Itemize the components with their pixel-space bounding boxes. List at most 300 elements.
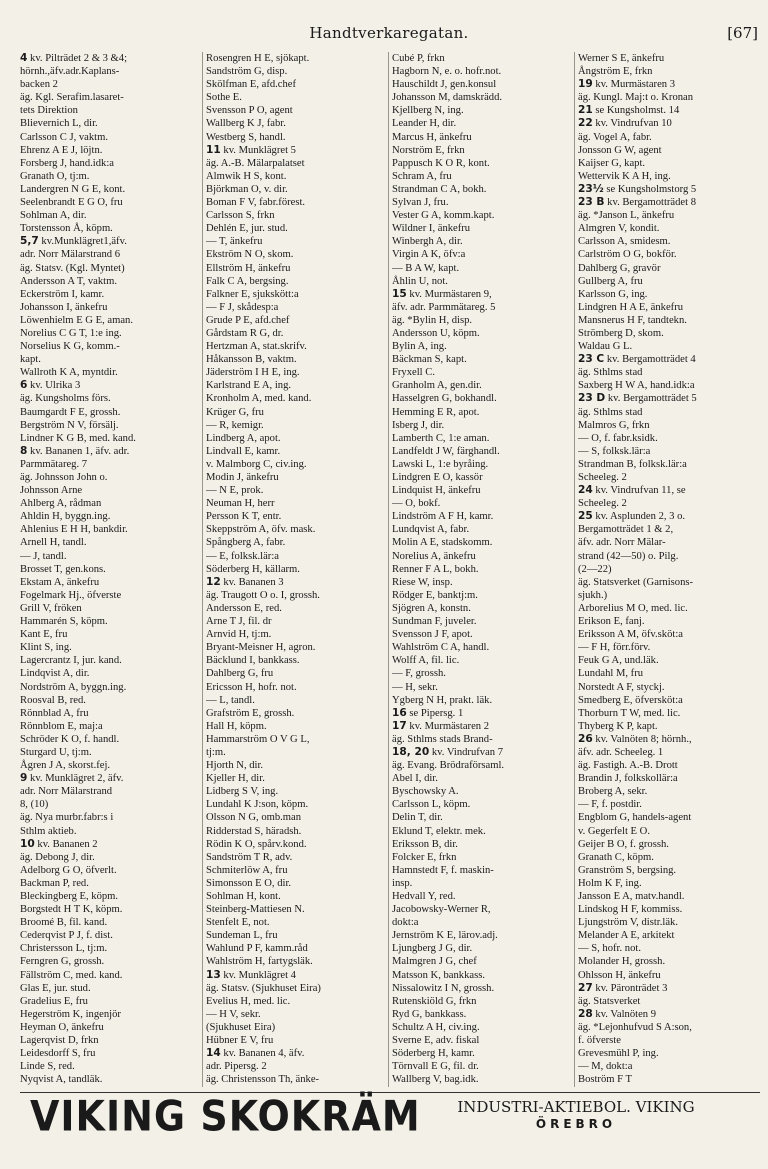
directory-entry: 19 kv. Murmästaren 3	[578, 78, 676, 91]
directory-entry: äfv. adr. Norr Mälar-	[578, 537, 666, 549]
directory-entry: Wallroth K A, myntdir.	[20, 367, 118, 379]
directory-entry: Eklund T, elektr. mek.	[392, 825, 486, 837]
directory-entry: Thorburn T W, med. lic.	[578, 707, 681, 719]
directory-entry: Brosset T, gen.kons.	[20, 563, 106, 575]
directory-entry: Ferngren G, grossh.	[20, 956, 105, 968]
directory-entry: Parmmätareg. 7	[20, 458, 88, 470]
directory-entry: dokt:a	[392, 917, 419, 929]
directory-entry: Arne T J, fil. dr	[206, 616, 272, 628]
directory-entry: Strandman C A, bokh.	[392, 183, 487, 195]
directory-entry: Hauschildt J, gen.konsul	[392, 79, 497, 91]
directory-entry: Lindgren H A E, änkefru	[578, 301, 684, 313]
directory-entry: Lindgren E O, kassör	[392, 472, 483, 483]
directory-entry: Bäcklund I, bankkass.	[206, 655, 300, 667]
directory-entry: Leander H, dir.	[392, 118, 457, 130]
directory-entry: Andersson U, köpm.	[392, 327, 480, 339]
directory-entry: Eckerström I, kamr.	[20, 288, 105, 300]
directory-entry: Sothe E.	[206, 92, 242, 104]
directory-entry: Gradelius E, fru	[20, 995, 88, 1007]
directory-entry: — H, sekr.	[392, 681, 438, 693]
directory-entry: — S, hofr. not.	[578, 943, 641, 955]
directory-entry: v. Gegerfelt E O.	[578, 825, 650, 837]
directory-entry: Erikson E, fanj.	[578, 616, 645, 628]
directory-entry: Andersson E, red.	[206, 602, 282, 614]
directory-entry: Rödin K O, spårv.kond.	[206, 838, 307, 850]
directory-entry: Sturgard U, tj:m.	[20, 746, 92, 758]
directory-column-2	[202, 52, 388, 1087]
directory-entry: Schultz A H, civ.ing.	[392, 1021, 480, 1033]
directory-entry: Heyman O, änkefru	[20, 1021, 104, 1033]
directory-entry: 26 kv. Valnöten 8; hörnh.,	[578, 732, 692, 745]
directory-entry: Geijer B O, f. grossh.	[578, 838, 669, 850]
directory-entry: äg. Sthlms stad	[578, 367, 643, 379]
directory-entry: strand (42—50) o. Pilg.	[578, 550, 679, 562]
directory-entry: Adelborg G O, öfverlt.	[20, 864, 117, 876]
directory-entry: 10 kv. Bananen 2	[20, 837, 98, 850]
directory-entry: Linde S, red.	[20, 1061, 75, 1073]
directory-entry: Neuman H, herr	[206, 498, 275, 510]
directory-entry: Scheeleg. 2	[578, 498, 627, 510]
directory-entry: Lidberg S V, ing.	[206, 786, 279, 798]
directory-entry: Hall H, köpm.	[206, 720, 267, 732]
directory-entry: Hübner E V, fru	[206, 1035, 274, 1047]
directory-entry: Holm K F, ing.	[578, 877, 642, 889]
directory-entry: 21 se Kungsholmst. 14	[578, 104, 680, 117]
directory-entry: Ohlsson H, änkefru	[578, 969, 661, 981]
directory-entry: — F, grossh.	[392, 668, 446, 680]
directory-entry: Rönnblad A, fru	[20, 707, 89, 719]
directory-entry: Granholm A, gen.dir.	[392, 380, 482, 392]
directory-entry: Bäckman S, kapt.	[392, 354, 467, 366]
directory-entry: insp.	[392, 877, 413, 889]
directory-entry: Ericsson H, hofr. not.	[206, 681, 297, 693]
directory-entry: 12 kv. Bananen 3	[206, 575, 284, 588]
directory-entry: Johansson I, änkefru	[20, 301, 108, 313]
directory-entry: 9 kv. Munklägret 2, äfv.	[20, 772, 124, 785]
directory-entry: Cederqvist P J, f. dist.	[20, 930, 113, 942]
directory-entry: Eriksson B, dir.	[392, 838, 458, 850]
directory-entry: Löwenhielm E G E, aman.	[20, 314, 133, 326]
directory-entry: 8 kv. Bananen 1, äfv. adr.	[20, 444, 130, 457]
directory-entry: Molin A E, stadskomm.	[392, 537, 493, 549]
directory-entry: Waldau G L.	[578, 341, 633, 353]
directory-entry: Virgin A K, öfv:a	[392, 249, 466, 261]
directory-entry: 6 kv. Ulrika 3	[20, 379, 81, 392]
directory-entry: Sohlman H, kont.	[206, 891, 281, 902]
directory-entry: Lindskog H F, kommiss.	[578, 904, 683, 916]
directory-entry: Granath O, tj:m.	[20, 170, 90, 182]
directory-entry: Hemming E R, apot.	[392, 406, 480, 418]
directory-entry: Lundahl K J:son, köpm.	[206, 799, 309, 811]
directory-entry: Carlsson C J, vaktm.	[20, 131, 108, 143]
directory-entry: Evelius H, med. lic.	[206, 995, 291, 1007]
directory-entry: äg. Kungl. Maj:t o. Kronan	[578, 92, 694, 104]
directory-entry: Norelius A, änkefru	[392, 550, 476, 562]
directory-entry: Wettervik K A H, ing.	[578, 170, 671, 182]
directory-entry: 5,7 kv.Munklägret1,äfv.	[20, 235, 127, 248]
directory-entry: 11 kv. Munklägret 5	[206, 143, 296, 156]
directory-entry: Bylin A, ing.	[392, 341, 447, 353]
directory-entry: Dahlberg G, gravör	[578, 262, 661, 274]
directory-entry: Hammarén S, köpm.	[20, 616, 108, 628]
directory-entry: Jäderström I H E, ing.	[206, 367, 300, 379]
directory-entry: Pappusch K O R, kont.	[392, 157, 490, 169]
directory-entry: Carlström O G, bokför.	[578, 249, 677, 261]
directory-entry: tets Direktion	[20, 105, 78, 117]
directory-entry: Åhlin U, not.	[392, 275, 448, 287]
directory-entry: Stenfelt E, not.	[206, 917, 270, 929]
directory-entry: Kjeller H, dir.	[206, 773, 265, 785]
directory-entry: Grevesmühl P, ing.	[578, 1048, 659, 1060]
directory-entry: Dehlén E, jur. stud.	[206, 223, 288, 235]
directory-entry: Malmgren J G, chef	[392, 956, 477, 968]
directory-entry: Dahlberg G, fru	[206, 668, 274, 680]
directory-entry: Wahlström H, fartygsläk.	[206, 956, 313, 968]
directory-entry: Gårdstam R G, dr.	[206, 327, 284, 339]
directory-column-1	[20, 52, 202, 1087]
directory-entry: Fällström C, med. kand.	[20, 969, 123, 981]
directory-entry: Bryant-Meisner H, agron.	[206, 642, 316, 654]
directory-entry: Hegerström K, ingenjör	[20, 1008, 121, 1020]
directory-entry: — J, tandl.	[20, 550, 67, 562]
directory-entry: Karlsson G, ing.	[578, 288, 648, 300]
directory-entry: 25 kv. Asplunden 2, 3 o.	[578, 510, 686, 523]
directory-entry: 23½ se Kungsholmstorg 5	[578, 182, 697, 195]
directory-entry: adr. Norr Mälarstrand 6	[20, 249, 121, 261]
directory-entry	[578, 1086, 757, 1087]
directory-entry: — O, f. fabr.ksidk.	[578, 432, 658, 444]
directory-entry: äg. Christensson Th, änke-	[206, 1074, 320, 1086]
directory-entry: Kaijser G, kapt.	[578, 157, 646, 169]
directory-entry: Lagerqvist D, frkn	[20, 1035, 99, 1047]
company-city: ÖREBRO	[535, 1117, 617, 1131]
directory-entry: Sthlm aktieb.	[20, 825, 77, 837]
directory-entry: 14 kv. Bananen 4, äfv.	[206, 1047, 305, 1060]
directory-entry: 13 kv. Munklägret 4	[206, 968, 296, 981]
directory-entry: Ångström E, frkn	[578, 66, 653, 78]
directory-entry: Lundahl M, fru	[578, 668, 644, 680]
directory-entry: adr. Pipersg. 2	[206, 1061, 267, 1073]
directory-entry: Grude P E, afd.chef	[206, 314, 290, 326]
directory-entry: äfv. adr. Parmmätareg. 5	[392, 301, 496, 313]
directory-entry: — E, folksk.lär:a	[206, 550, 279, 562]
directory-entry: Saxberg H W A, hand.idk:a	[578, 380, 695, 392]
directory-entry: Melander A E, arkitekt	[578, 930, 675, 942]
directory-entry	[206, 1086, 385, 1087]
company-name: INDUSTRI-AKTIEBOL. VIKING	[457, 1098, 695, 1116]
directory-entry: Granath C, köpm.	[578, 851, 654, 863]
directory-entry: Ygberg N H, prakt. läk.	[392, 694, 493, 706]
directory-entry: Molander H, grossh.	[578, 956, 666, 968]
directory-entry: Christersson L, tj:m.	[20, 943, 108, 955]
directory-entry: 15 kv. Murmästaren 9,	[392, 287, 492, 300]
directory-entry: — H V, sekr.	[206, 1008, 261, 1020]
directory-entry: Johansson M, damskrädd.	[392, 92, 503, 104]
directory-entry: Sylvan J, fru.	[392, 197, 449, 209]
directory-entry: Mansnerus H F, tandtekn.	[578, 314, 687, 326]
directory-entry: Scheeleg. 2	[578, 472, 627, 483]
directory-entry: Hagborn N, e. o. hofr.not.	[392, 66, 502, 78]
directory-entry	[20, 1086, 199, 1087]
directory-entry: Grill V, fröken	[20, 602, 82, 614]
directory-entry: backen 2	[20, 79, 58, 91]
directory-entry: Sundman F, juveler.	[392, 616, 477, 628]
directory-entry: Bergamotträdet 1 & 2,	[578, 524, 674, 536]
directory-entry: Lamberth C, 1:e aman.	[392, 432, 490, 444]
directory-entry: Norström E, frkn	[392, 144, 465, 156]
directory-entry: Björkman O, v. dir.	[206, 183, 288, 195]
directory-entry: f. öfverste	[578, 1035, 621, 1047]
directory-entry: Krüger G, fru	[206, 406, 264, 418]
directory-entry: Grafström E, grossh.	[206, 707, 295, 719]
directory-entry: Sverne E, adv. fiskal	[392, 1035, 480, 1047]
directory-entry: Ryd G, bankkass.	[392, 1008, 467, 1020]
directory-entry: Schram A, fru	[392, 170, 452, 182]
directory-entry: Johnsson Arne	[20, 485, 83, 497]
directory-entry: Söderberg H, källarm.	[206, 563, 300, 575]
directory-entry: — F J, skådesp:a	[206, 301, 279, 313]
directory-entry: Hjorth N, dir.	[206, 760, 264, 772]
directory-entry: Vester G A, komm.kapt.	[392, 210, 495, 222]
directory-entry: Ahldin H, byggn.ing.	[20, 511, 111, 523]
directory-entry: — T, änkefru	[206, 236, 263, 248]
directory-entry: — S, folksk.lär:a	[578, 445, 651, 457]
directory-entry: Ekstam A, änkefru	[20, 576, 100, 588]
directory-columns	[20, 52, 760, 1087]
directory-entry: Schmiterlöw A, fru	[206, 864, 288, 876]
directory-entry: — B A W, kapt.	[392, 262, 460, 274]
directory-entry: Thyberg K P, kapt.	[578, 720, 658, 732]
directory-entry: — F H, förr.förv.	[578, 642, 651, 654]
directory-entry: 17 kv. Murmästaren 2	[392, 719, 490, 732]
directory-entry: Bergström N V, försälj.	[20, 419, 119, 431]
directory-entry: Sandström T R, adv.	[206, 851, 293, 863]
directory-entry: äg. Traugott O o. I, grossh.	[206, 589, 320, 601]
directory-entry: Boström F T	[578, 1074, 632, 1086]
directory-entry: Carlsson L, köpm.	[392, 799, 471, 811]
directory-entry: äg. Statsv. (Sjukhuset Eira)	[206, 982, 321, 994]
directory-entry: Blievernich L, dir.	[20, 118, 98, 130]
directory-entry: Eriksson A M, öfv.sköt:a	[578, 629, 683, 641]
directory-entry: Baumgardt F E, grossh.	[20, 406, 121, 418]
directory-entry: Cubé P, frkn	[392, 53, 445, 64]
directory-entry: Ellström H, änkefru	[206, 262, 291, 274]
directory-entry: Hamnstedt F, f. maskin-	[392, 864, 494, 876]
directory-entry: Boman F V, fabr.förest.	[206, 197, 306, 209]
directory-entry: Karlstrand E A, ing.	[206, 380, 292, 392]
directory-entry: Rosengren H E, sjökapt.	[206, 53, 310, 64]
directory-entry: — R, kemigr.	[206, 419, 264, 431]
directory-entry: Sandström G, disp.	[206, 66, 288, 78]
directory-entry: Lindqvist A, dir.	[20, 668, 90, 680]
directory-entry: Arnell H, tandl.	[20, 537, 87, 549]
directory-entry: Wildner I, änkefru	[392, 223, 471, 235]
directory-entry: Ljungström V, distr.läk.	[578, 917, 678, 929]
directory-entry: Hertzman A, stat.skrifv.	[206, 341, 307, 353]
company-block	[406, 1099, 746, 1133]
directory-entry: Lundqvist A, fabr.	[392, 524, 470, 536]
directory-entry: tj:m.	[206, 746, 226, 758]
directory-entry: 22 kv. Vindrufvan 10	[578, 117, 672, 130]
directory-entry: äg. Debong J, dir.	[20, 851, 95, 863]
directory-entry: Abel I, dir.	[392, 773, 438, 785]
directory-entry: Engblom G, handels-agent	[578, 812, 692, 824]
directory-entry: 4 kv. Pilträdet 2 & 3 &4;	[20, 52, 128, 64]
directory-entry: Sohlman A, dir.	[20, 210, 87, 222]
directory-entry	[392, 1086, 571, 1087]
directory-entry: Lindström A F H, kamr.	[392, 511, 494, 523]
directory-entry: äg. *Janson L, änkefru	[578, 210, 675, 222]
directory-entry: Ekström N O, skom.	[206, 249, 294, 261]
directory-entry: äg. Fastigh. A.-B. Drott	[578, 760, 678, 772]
directory-entry: Smedberg E, öfversköt:a	[578, 694, 683, 706]
directory-entry: Forsberg J, hand.idk:a	[20, 157, 114, 169]
directory-entry: Rödger E, banktj:m.	[392, 589, 478, 601]
directory-entry: Granström S, bergsing.	[578, 864, 677, 876]
directory-entry: — N E, prok.	[206, 485, 264, 497]
directory-entry: Norstedt A F, styckj.	[578, 681, 665, 693]
directory-entry: Strömberg D, skom.	[578, 327, 664, 339]
directory-entry: Jansson E A, matv.handl.	[578, 891, 685, 902]
directory-entry: Wahlund P F, kamm.råd	[206, 943, 308, 955]
directory-entry: Klint S, ing.	[20, 642, 72, 654]
directory-entry: Renner F A L, bokh.	[392, 563, 479, 575]
directory-entry: Almwik H S, kont.	[206, 170, 287, 182]
directory-entry: äg. *Bylin H, disp.	[392, 314, 473, 326]
directory-entry: Arborelius M O, med. lic.	[578, 602, 688, 614]
directory-entry: äg. Statsv. (Kgl. Myntet)	[20, 262, 125, 274]
directory-entry: Lindquist H, änkefru	[392, 485, 481, 497]
directory-entry: Håkansson B, vaktm.	[206, 354, 297, 366]
directory-entry: Simonsson E O, dir.	[206, 877, 292, 889]
directory-entry: Borgstedt H T K, köpm.	[20, 904, 123, 916]
directory-entry: (Sjukhuset Eira)	[206, 1021, 276, 1033]
directory-entry: 23 D kv. Bergamotträdet 5	[578, 392, 697, 405]
directory-entry: Norelius C G T, 1:e ing.	[20, 327, 122, 339]
directory-entry: Riese W, insp.	[392, 576, 453, 588]
directory-entry: — L, tandl.	[206, 694, 255, 706]
directory-entry: äg. A.-B. Mälarpalatset	[206, 157, 305, 169]
directory-entry: 8, (10)	[20, 799, 49, 811]
directory-entry: Nissalowitz I N, grossh.	[392, 982, 495, 994]
directory-entry: Rönnblom E, maj:a	[20, 720, 103, 732]
directory-entry: Lindberg A, apot.	[206, 432, 281, 444]
directory-entry: Modin J, änkefru	[206, 472, 279, 483]
directory-entry: 16 se Pipersg. 1	[392, 706, 464, 719]
directory-entry: Svensson J F, apot.	[392, 629, 473, 641]
directory-entry: Landergren N G E, kont.	[20, 183, 126, 195]
page-header	[20, 24, 758, 48]
directory-entry: Landfeldt J W, färghandl.	[392, 445, 500, 457]
page-number: [67]	[727, 24, 758, 42]
directory-entry: Wallberg V, bag.idk.	[392, 1074, 479, 1086]
directory-entry: Westberg S, handl.	[206, 131, 286, 143]
directory-entry: äg. Nya murbr.fabr:s i	[20, 812, 114, 824]
directory-entry: Lindvall E, kamr.	[206, 445, 281, 457]
directory-entry: — M, dokt:a	[578, 1061, 633, 1073]
directory-entry: Winbergh A, dir.	[392, 236, 463, 248]
directory-entry: adr. Norr Mälarstrand	[20, 786, 113, 798]
directory-entry: Leidesdorff S, fru	[20, 1048, 96, 1060]
directory-entry: Marcus H, änkefru	[392, 131, 472, 143]
directory-entry: Gullberg A, fru	[578, 275, 643, 287]
directory-entry: Svensson P O, agent	[206, 105, 293, 117]
directory-entry: äg. Vogel A, fabr.	[578, 131, 652, 143]
directory-entry: 27 kv. Päronträdet 3	[578, 981, 668, 994]
directory-entry: Matsson K, bankkass.	[392, 969, 485, 981]
directory-entry: 18, 20 kv. Vindrufvan 7	[392, 745, 504, 758]
directory-entry: Sundeman L, fru	[206, 930, 278, 942]
directory-entry: Spångberg A, fabr.	[206, 537, 286, 549]
directory-entry: Strandman B, folksk.lär:a	[578, 458, 687, 470]
directory-entry: (2—22)	[578, 563, 612, 575]
directory-entry: Glas E, jur. stud.	[20, 982, 91, 994]
directory-entry: Backman P, red.	[20, 877, 89, 889]
advertisement-banner	[20, 1092, 760, 1139]
directory-entry: Broberg A, sekr.	[578, 786, 648, 798]
directory-entry: Hammarström O V G L,	[206, 733, 310, 745]
directory-entry: 24 kv. Vindrufvan 11, se	[578, 484, 686, 497]
directory-entry: Kant E, fru	[20, 629, 68, 641]
directory-entry: Arnvid H, tj:m.	[206, 629, 272, 641]
directory-entry: Seelenbrandt E G O, fru	[20, 197, 123, 209]
directory-entry: Roosval B, red.	[20, 694, 86, 706]
directory-entry: Jonsson G W, agent	[578, 144, 662, 156]
directory-entry: 28 kv. Valnöten 9	[578, 1007, 657, 1020]
directory-entry: Carlsson A, smidesm.	[578, 236, 671, 248]
directory-entry: Sjögren A, konstn.	[392, 602, 471, 614]
directory-entry: Isberg J, dir.	[392, 419, 445, 431]
directory-entry: äg. Evang. Brödraförsaml.	[392, 760, 505, 772]
directory-entry: äg. *Lejonhufvud S A:son,	[578, 1021, 692, 1033]
directory-entry: Ljungberg J G, dir.	[392, 943, 473, 955]
directory-entry: Persson K T, entr.	[206, 511, 282, 523]
directory-entry: Almgren V, kondit.	[578, 223, 660, 235]
directory-entry: Broomé B, fil. kand.	[20, 917, 108, 929]
directory-entry: Malmros G, frkn	[578, 419, 650, 431]
directory-entry: Hedvall Y, red.	[392, 891, 456, 902]
directory-entry: Ågren J A, skorst.fej.	[20, 760, 111, 772]
directory-entry: Ahlenius E H H, bankdir.	[20, 524, 128, 536]
directory-entry: äg. Johnsson John o.	[20, 472, 108, 483]
directory-entry: Skeppström A, öfv. mask.	[206, 524, 316, 536]
directory-entry: kapt.	[20, 354, 41, 366]
directory-entry: Falkner E, sjukskött:a	[206, 288, 299, 300]
directory-column-3	[388, 52, 574, 1087]
directory-entry: Wallberg K J, fabr.	[206, 118, 286, 130]
directory-entry: Kronholm A, med. kand.	[206, 393, 312, 405]
directory-entry: Jacobowsky-Werner R,	[392, 904, 491, 916]
directory-entry: äg. Kgl. Serafim.lasaret-	[20, 92, 124, 104]
directory-entry: Carlsson S, frkn	[206, 210, 275, 222]
directory-entry: Werner S E, änkefru	[578, 53, 665, 64]
brand-name: VIKING SKOKRÄM	[30, 1091, 421, 1141]
directory-entry: Hasselgren G, bokhandl.	[392, 393, 497, 405]
directory-entry: Jernström K E, lärov.adj.	[392, 930, 498, 942]
directory-entry: v. Malmborg C, civ.ing.	[206, 458, 307, 470]
directory-entry: Feuk G A, und.läk.	[578, 655, 659, 667]
directory-entry: Falk C A, bergsing.	[206, 275, 289, 287]
directory-entry: Söderberg H, kamr.	[392, 1048, 475, 1060]
directory-entry: Fogelmark Hj., öfverste	[20, 589, 122, 601]
directory-entry: — O, bokf.	[392, 498, 441, 510]
directory-entry: Byschowsky A.	[392, 786, 459, 798]
directory-entry: äfv. adr. Scheeleg. 1	[578, 746, 664, 758]
directory-entry: Lindner K G B, med. kand.	[20, 432, 136, 444]
directory-entry: äg. Sthlms stad	[578, 406, 643, 418]
page-title: Handtverkaregatan.	[309, 24, 469, 42]
directory-entry: Rutenskiöld G, frkn	[392, 995, 477, 1007]
